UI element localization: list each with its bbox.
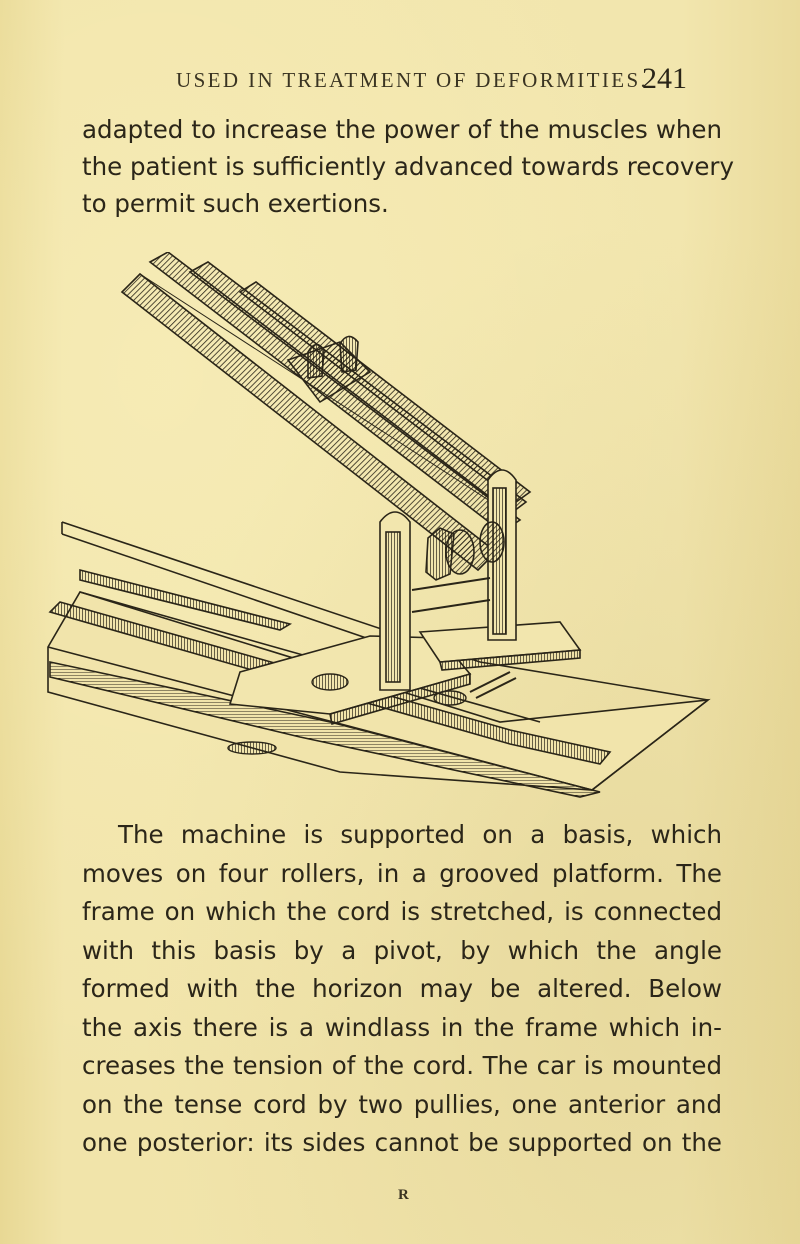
machine-illustration [40, 252, 730, 800]
paragraph-2-line: with this basis by a pivot, by which the angle [82, 935, 722, 965]
paragraph-2-line: moves on four rollers, in a grooved platform. The [82, 858, 722, 888]
paragraph-1-line: the patient is sufficiently advanced towards recovery [82, 152, 734, 181]
paragraph-1-line: to permit such exertions. [82, 189, 389, 218]
paragraph-2-line: creases the tension of the cord. The car is mounted [82, 1051, 722, 1080]
paragraph-2-line: The machine is supported on a basis, which [118, 820, 722, 849]
signature-mark: R [398, 1187, 409, 1203]
paragraph-2-line: the axis there is a windlass in the frame which in- [82, 1012, 722, 1042]
paragraph-2-line: on the tense cord by two pullies, one anterior and [82, 1089, 722, 1119]
running-title: USED IN TREATMENT OF DEFORMITIES. [176, 68, 649, 92]
running-head [0, 62, 800, 102]
paragraph-2-line: frame on which the cord is stretched, is connected [82, 897, 722, 926]
paragraph-1-line: adapted to increase the power of the muscles when [82, 115, 722, 144]
engraving-figure [40, 252, 730, 800]
paragraph-1 [82, 111, 734, 222]
paragraph-2-line: formed with the horizon may be altered. Below [82, 974, 722, 1003]
page-number: 241 [642, 62, 687, 95]
inclined-frame [122, 252, 530, 570]
paragraph-2 [82, 816, 722, 1163]
paragraph-2-line: one posterior: its sides cannot be supported on the [82, 1128, 722, 1157]
